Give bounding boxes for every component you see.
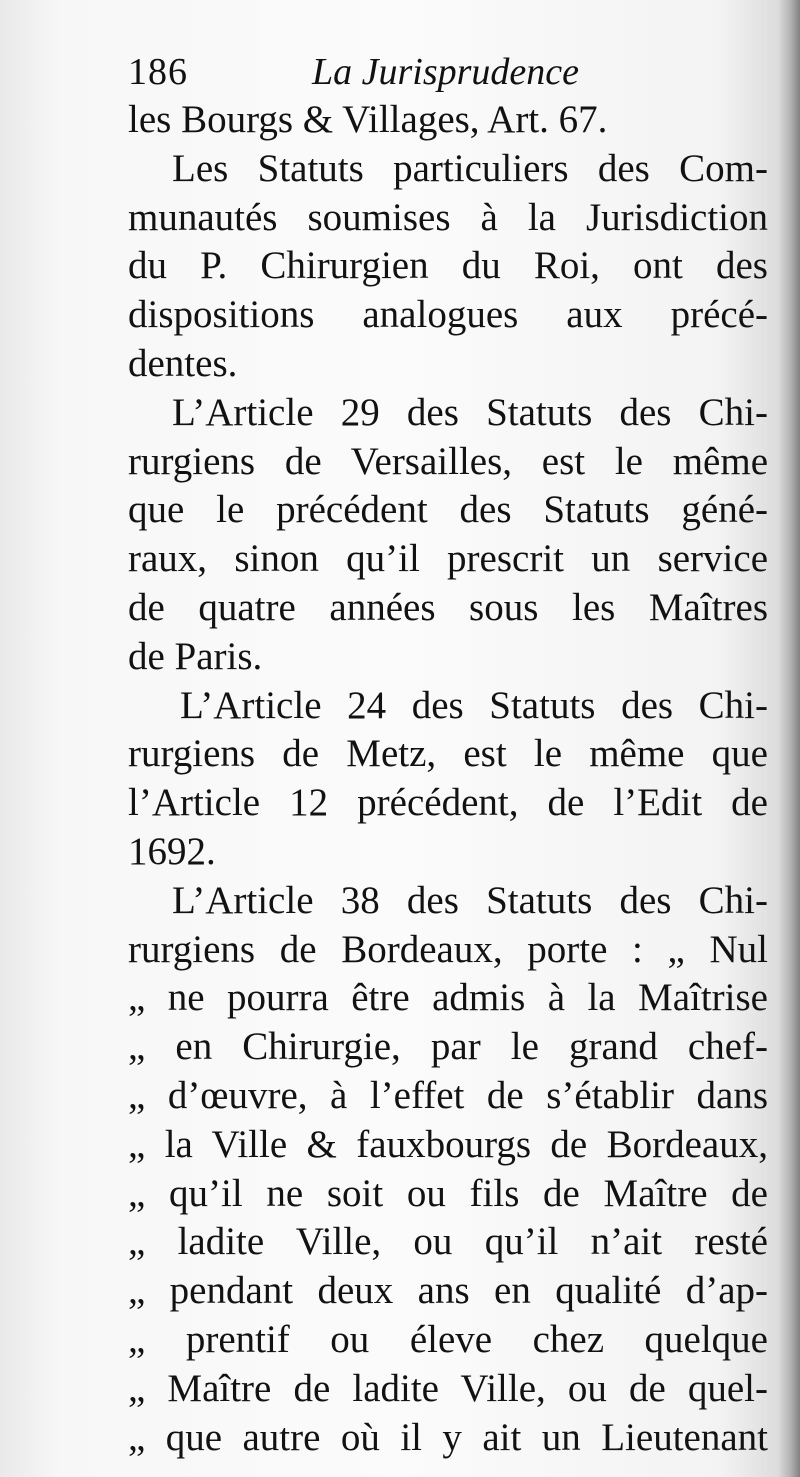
- quoted-line: „ qu’il ne soit ou fils de Maître de: [128, 1171, 768, 1215]
- quoted-line: „ Maître de ladite Ville, ou de quel-: [128, 1366, 768, 1410]
- quoted-line: „ ne pourra être admis à la Maîtrise: [128, 976, 768, 1020]
- text-line: 1692.: [128, 829, 216, 873]
- text-line: dentes.: [128, 341, 238, 385]
- page-gutter-shadow: [778, 0, 800, 1477]
- quoted-line: „ prentif ou éleve chez quelque: [128, 1317, 768, 1361]
- running-title: La Jurisprudence: [312, 51, 580, 93]
- paragraph-first-line: L’Article 38 des Statuts des Chi-: [172, 878, 768, 922]
- paragraph-first-line: L’Article 24 des Statuts des Chi-: [180, 683, 768, 727]
- text-line: les Bourgs & Villages, Art. 67.: [128, 98, 608, 141]
- quoted-line: „ en Chirurgie, par le grand chef-: [128, 1025, 768, 1069]
- quoted-line: „ pendant deux ans en qualité d’ap-: [128, 1269, 768, 1313]
- text-line: dispositions analogues aux précé-: [128, 293, 768, 337]
- text-line: munautés soumises à la Jurisdiction: [128, 195, 768, 239]
- body-text: [128, 96, 768, 1462]
- text-line: que le précédent des Statuts géné-: [128, 488, 768, 532]
- text-line: de quatre années sous les Maîtres: [128, 585, 768, 629]
- text-line: l’Article 12 précédent, de l’Edit de: [128, 781, 768, 825]
- text-line: rurgiens de Metz, est le même que: [128, 732, 768, 776]
- quoted-line: „ ladite Ville, ou qu’il n’ait resté: [128, 1220, 768, 1264]
- text-line: raux, sinon qu’il prescrit un service: [128, 537, 768, 581]
- page-header: [128, 42, 628, 102]
- text-line: du P. Chirurgien du Roi, ont des: [128, 244, 768, 288]
- quoted-line: „ que autre où il y ait un Lieutenant: [128, 1415, 768, 1459]
- text-line: rurgiens de Bordeaux, porte : „ Nul: [128, 927, 768, 971]
- paragraph-first-line: L’Article 29 des Statuts des Chi-: [172, 390, 768, 434]
- text-line: de Paris.: [128, 634, 263, 678]
- quoted-line: „ la Ville & fauxbourgs de Bordeaux,: [128, 1122, 768, 1166]
- paragraph-first-line: Les Statuts particuliers des Com-: [172, 146, 768, 190]
- text-line: rurgiens de Versailles, est le même: [128, 439, 768, 483]
- quoted-line: „ d’œuvre, à l’effet de s’établir dans: [128, 1073, 768, 1117]
- page-number: 186: [128, 51, 188, 93]
